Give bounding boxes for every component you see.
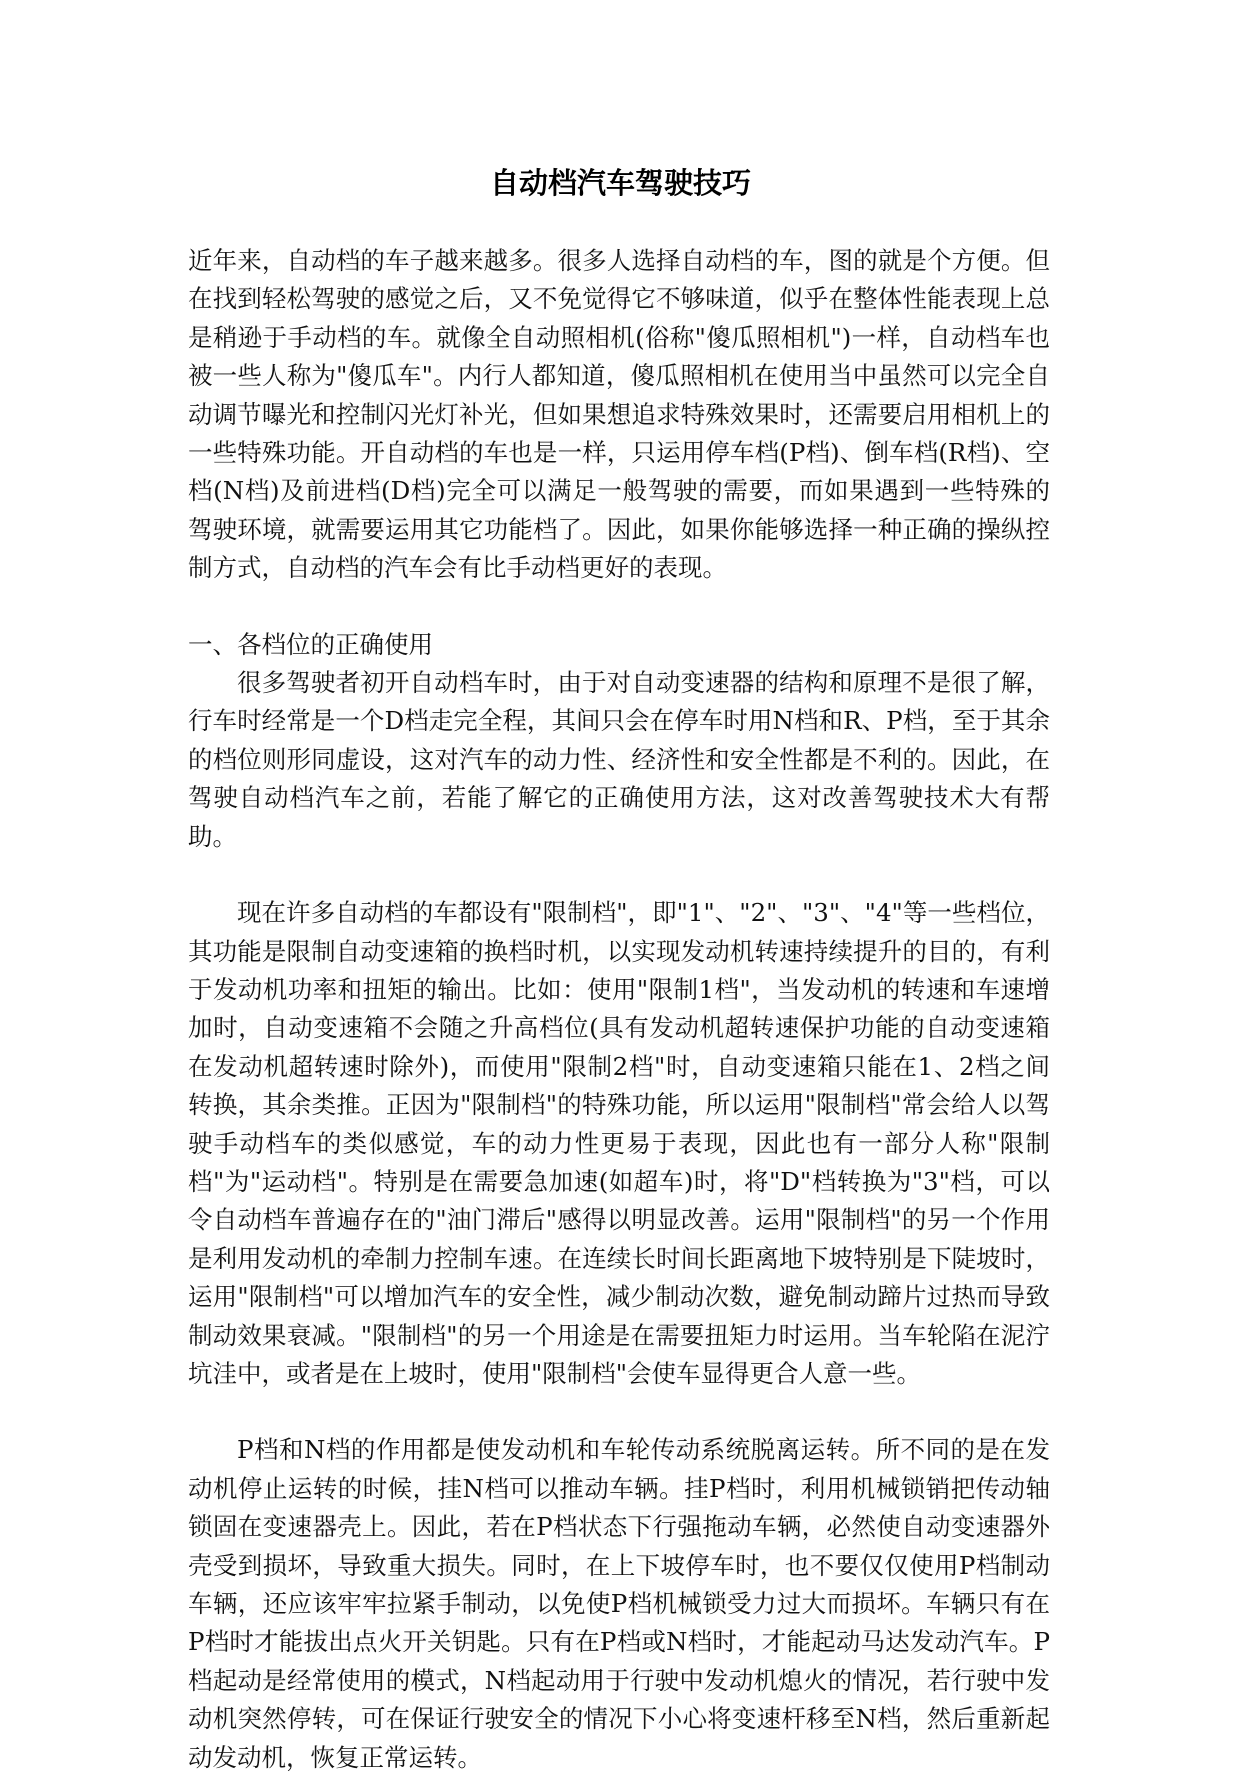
document-title: 自动档汽车驾驶技巧 xyxy=(489,166,751,200)
intro-paragraph: 近年来，自动档的车子越来越多。很多人选择自动档的车，图的就是个方便。但在找到轻松驾驶的感觉之后，又不免觉得它不够味道，似乎在整体性能表现上总是稍逊于手动档的车。就像全自动照相机(俗称"傻瓜照相机")一样，自动档车也被一些人称为"傻瓜车"。内行人都知道，傻瓜照相机在使用当中虽然可以完全自动调节曝光和控制闪光灯补光，但如果想追求特殊效果时，还需要启用相机上的一些特殊功能。开自动档的车也是一样，只运用停车档(P档)、倒车档(R档)、空档(N档)及前进档(D档)完全可以满足一般驾驶的需要，而如果遇到一些特殊的驾驶环境，就需要运用其它功能档了。因此，如果你能够选择一种正确的操纵控制方式，自动档的汽车会有比手动档更好的表现。 xyxy=(188,246,1050,583)
section-heading: 一、各档位的正确使用 xyxy=(188,629,433,659)
paragraph-3: P档和N档的作用都是使发动机和车轮传动系统脱离运转。所不同的是在发动机停止运转的时候，挂N档可以推动车辆。挂P档时，利用机械锁销把传动轴锁固在变速器壳上。因此，若在P档状态下行强拖动车辆，必然使自动变速器外壳受到损坏，导致重大损失。同时，在上下坡停车时，也不要仅仅使用P档制动车辆，还应该牢牢拉紧手制动，以免使P档机械锁受力过大而损坏。车辆只有在P档时才能拔出点火开关钥匙。只有在P档或N档时，才能起动马达发动汽车。P档起动是经常使用的模式，N档起动用于行驶中发动机熄火的情况，若行驶中发动机突然停转，可在保证行驶安全的情况下小心将变速杆移至N档，然后重新起动发动机，恢复正常运转。 xyxy=(188,1435,1050,1772)
paragraph-2: 现在许多自动档的车都设有"限制档"，即"1"、"2"、"3"、"4"等一些档位，其功能是限制自动变速箱的换档时机，以实现发动机转速持续提升的目的，有利于发动机功率和扭矩的输出。比如：使用"限制1档"，当发动机的转速和车速增加时，自动变速箱不会随之升高档位(具有发动机超转速保护功能的自动变速箱在发动机超转速时除外)，而使用"限制2档"时，自动变速箱只能在1、2档之间转换，其余类推。正因为"限制档"的特殊功能，所以运用"限制档"常会给人以驾驶手动档车的类似感觉，车的动力性更易于表现，因此也有一部分人称"限制档"为"运动档"。特别是在需要急加速(如超车)时，将"D"档转换为"3"档，可以令自动档车普遍存在的"油门滞后"感得以明显改善。运用"限制档"的另一个作用是利用发动机的牵制力控制车速。在连续长时间长距离地下坡特别是下陡坡时，运用"限制档"可以增加汽车的安全性，减少制动次数，避免制动蹄片过热而导致制动效果衰减。"限制档"的另一个用途是在需要扭矩力时运用。当车轮陷在泥泞坑洼中，或者是在上坡时，使用"限制档"会使车显得更合人意一些。 xyxy=(188,898,1050,1388)
paragraph-1: 很多驾驶者初开自动档车时，由于对自动变速器的结构和原理不是很了解，行车时经常是一个D档走完全程，其间只会在停车时用N档和R、P档，至于其余的档位则形同虚设，这对汽车的动力性、经济性和安全性都是不利的。因此，在驾驶自动档汽车之前，若能了解它的正确使用方法，这对改善驾驶技术大有帮助。 xyxy=(188,668,1050,851)
document-body xyxy=(188,242,1050,1777)
